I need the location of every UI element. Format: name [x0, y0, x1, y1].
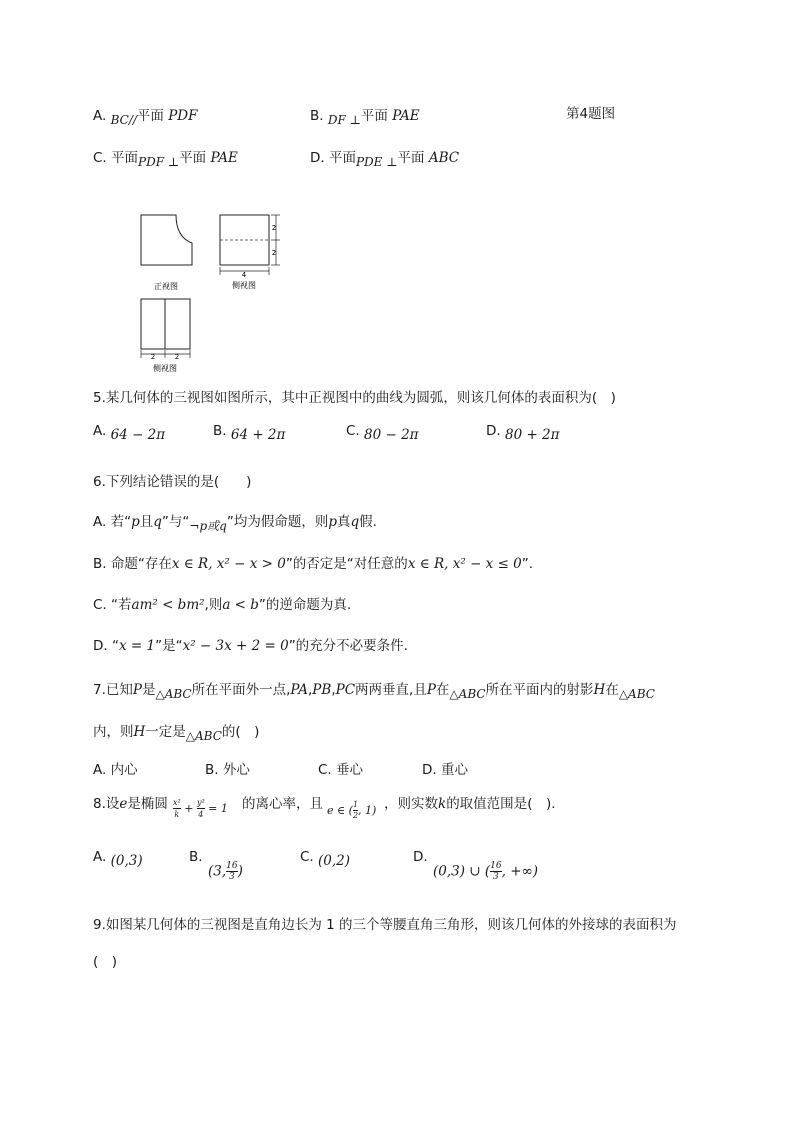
option-math: BC// — [110, 113, 137, 127]
math: x ∈ R, x² − x ≤ 0 — [407, 556, 522, 572]
text: 是 — [141, 682, 156, 698]
fraction-numerator: y² — [196, 798, 205, 807]
text: ，则实数 — [384, 796, 438, 812]
text: ”的否定是“对任意的 — [285, 556, 408, 572]
front-view-label: 正视图 — [154, 282, 178, 291]
math: △ABC — [185, 729, 222, 743]
q8-option-a — [93, 849, 143, 869]
math: e ∈ ( — [327, 804, 353, 817]
q6-option-c — [93, 593, 351, 613]
math: P — [132, 682, 142, 698]
q5-option-b — [213, 423, 286, 443]
q8-option-b-value — [208, 861, 243, 882]
math: PA — [290, 682, 308, 698]
option-label: B. — [93, 556, 107, 572]
option-math-2: PAE — [210, 150, 238, 166]
q5-option-d — [486, 423, 560, 443]
option-value: (0,2) — [318, 853, 351, 869]
math: P — [426, 682, 436, 698]
fraction-denominator: k — [174, 810, 180, 819]
option-value: 64 − 2π — [110, 427, 166, 443]
text: , — [331, 682, 336, 698]
dim-label-2a: 2 — [271, 224, 277, 232]
math: (3, — [208, 863, 227, 880]
q7-option-c — [318, 758, 363, 778]
option-label: C. — [93, 150, 107, 166]
math: △ABC — [449, 687, 486, 701]
option-text: 外心 — [222, 762, 250, 778]
answer-paren: ( ) — [235, 724, 260, 740]
side-view-label: 侧视图 — [232, 281, 256, 290]
math: △ABC — [155, 687, 192, 701]
option-label: A. — [93, 514, 107, 530]
top-view-label: 侧视图 — [153, 364, 177, 373]
option-text: 平面 — [360, 108, 388, 124]
math: q — [153, 514, 162, 530]
math: , 1) — [358, 804, 377, 817]
text: ”的充分不必要条件. — [288, 638, 408, 654]
text: 两两垂直,且 — [355, 682, 427, 698]
q8-option-b — [189, 849, 203, 869]
q7-option-d — [422, 758, 468, 778]
option-label: B. — [205, 762, 219, 778]
q8-option-d — [413, 849, 428, 869]
q8-stem-end — [384, 792, 556, 812]
math: ) — [237, 863, 243, 880]
q9-stem: 9.如图某几何体的三视图是直角边长为 1 的三个等腰直角三角形，则该几何体的外接球的表面积为 — [93, 917, 677, 933]
option-label: C. — [318, 762, 332, 778]
option-label: A. — [93, 849, 107, 865]
text: ”与“ — [161, 514, 190, 530]
q6-option-a — [93, 510, 377, 533]
text: 的取值范围是 — [446, 796, 528, 812]
text: 所在平面外一点, — [191, 682, 291, 698]
fig4-caption: 第4题图 — [566, 106, 616, 122]
option-label: D. — [310, 150, 325, 166]
q7-stem-line-2 — [93, 720, 260, 743]
option-label: A. — [93, 108, 107, 124]
question-text: 6.下列结论错误的是 — [93, 474, 214, 490]
math: q — [350, 514, 360, 530]
text: 所在平面内的射影 — [485, 682, 594, 698]
text: ”. — [521, 556, 534, 572]
option-text: 平面 — [397, 150, 425, 166]
q7-option-a — [93, 758, 138, 778]
dim-label-2d: 2 — [174, 353, 180, 361]
option-label: D. — [93, 638, 108, 654]
text: 内，则 — [93, 724, 134, 740]
text: 7.已知 — [93, 682, 133, 698]
option-pre: 平面 — [328, 150, 356, 166]
math: e — [119, 796, 128, 812]
text: 一定是 — [145, 724, 186, 740]
option-value: (0,3) — [110, 853, 143, 869]
q5-stem — [93, 386, 616, 406]
option-value: 64 + 2π — [230, 427, 286, 443]
math: p — [328, 514, 337, 530]
math: ¬p或q — [189, 519, 227, 533]
option-label: D. — [413, 849, 428, 865]
option-math: PDF ⊥ — [138, 155, 180, 169]
option-label: C. — [346, 423, 360, 439]
text: 命题“存在 — [110, 556, 172, 572]
text: ”均为假命题，则 — [226, 514, 329, 530]
question-text: 5.某几何体的三视图如图所示，其中正视图中的曲线为圆弧，则该几何体的表面积为 — [93, 390, 592, 406]
q4-option-b — [310, 104, 420, 127]
option-text: 垂心 — [336, 762, 364, 778]
q8-stem-middle: 的离心率，且 — [242, 796, 323, 812]
eccentricity-range — [327, 800, 376, 821]
answer-paren: ( ) — [591, 390, 616, 406]
fraction-numerator: x² — [173, 798, 181, 807]
text: 真 — [336, 514, 351, 530]
text: , — [308, 682, 313, 698]
option-math: PDE ⊥ — [355, 155, 398, 169]
q6-option-b — [93, 552, 533, 572]
fraction-denominator: 2 — [352, 811, 359, 820]
math: △ABC — [618, 687, 655, 701]
q4-option-c — [93, 146, 238, 169]
text: 在 — [605, 682, 619, 698]
fraction-denominator: 4 — [198, 810, 204, 819]
text: 8.设 — [93, 796, 120, 812]
front-view-shape — [141, 215, 192, 265]
math: am² < bm² — [131, 597, 205, 613]
option-label: A. — [93, 423, 107, 439]
text: 且 — [139, 514, 154, 530]
q9-answer-paren: ( ) — [93, 954, 118, 970]
math: a < b — [222, 597, 259, 613]
math: k — [438, 796, 447, 812]
option-pre: 平面 — [111, 150, 139, 166]
text: ,则 — [204, 597, 223, 613]
q6-option-d — [93, 634, 408, 654]
math: x² − 3x + 2 = 0 — [182, 638, 289, 654]
answer-paren: ( ) — [213, 474, 252, 490]
math: PC — [335, 682, 356, 698]
dim-label-2b: 2 — [271, 249, 277, 257]
figure5-three-views — [130, 205, 300, 375]
fraction-numerator: 16 — [226, 861, 238, 871]
math: x ∈ R, x² − x > 0 — [171, 556, 286, 572]
option-math-2: PDF — [168, 108, 198, 124]
option-label: C. — [300, 849, 314, 865]
text: 若“ — [110, 514, 132, 530]
math: H — [133, 724, 146, 740]
q5-option-c — [346, 423, 419, 443]
q4-option-a — [93, 104, 198, 127]
fraction-numerator: 16 — [490, 861, 502, 871]
option-value: 80 − 2π — [364, 427, 419, 443]
option-text: 平面 — [179, 150, 207, 166]
text: “若 — [111, 597, 132, 613]
text: “ — [111, 638, 119, 654]
q8-option-d-value — [433, 861, 538, 882]
option-label: B. — [213, 423, 227, 439]
text: ”的逆命题为真. — [258, 597, 352, 613]
option-label: B. — [189, 849, 203, 865]
option-text: 平面 — [136, 108, 164, 124]
option-text: 内心 — [110, 762, 138, 778]
math: + — [184, 802, 194, 815]
q5-option-a — [93, 423, 166, 443]
fraction-denominator: 3 — [229, 872, 235, 882]
answer-paren: ( ). — [527, 796, 556, 812]
q6-stem — [93, 470, 251, 490]
math: x = 1 — [118, 638, 156, 654]
math: = 1 — [208, 802, 228, 815]
math: , +∞) — [501, 863, 539, 880]
option-label: D. — [486, 423, 501, 439]
fraction-denominator: 3 — [493, 872, 499, 882]
option-label: A. — [93, 762, 107, 778]
math: p — [131, 514, 140, 530]
q8-stem-start — [93, 792, 168, 812]
q7-stem-line-1 — [93, 678, 655, 701]
ellipse-equation — [173, 797, 228, 820]
option-text: 重心 — [440, 762, 468, 778]
math: PB — [312, 682, 332, 698]
dim-label-2c: 2 — [150, 353, 156, 361]
q7-option-b — [205, 758, 250, 778]
math: (0,3) ∪ ( — [433, 863, 491, 880]
option-math: DF ⊥ — [327, 113, 361, 127]
math: H — [593, 682, 606, 698]
option-label: C. — [93, 597, 107, 613]
text: 是椭圆 — [127, 796, 168, 812]
option-math-2: PAE — [392, 108, 420, 124]
option-label: D. — [422, 762, 437, 778]
text: 的 — [221, 724, 236, 740]
option-label: B. — [310, 108, 324, 124]
option-value: 80 + 2π — [504, 427, 560, 443]
text: 假. — [359, 514, 377, 530]
text: 在 — [435, 682, 450, 698]
text: ”是“ — [155, 638, 183, 654]
dim-label-4: 4 — [241, 271, 247, 279]
fraction-numerator: 1 — [352, 800, 359, 809]
q4-option-d — [310, 146, 460, 169]
option-math-2: ABC — [428, 150, 460, 166]
q8-option-c — [300, 849, 351, 869]
